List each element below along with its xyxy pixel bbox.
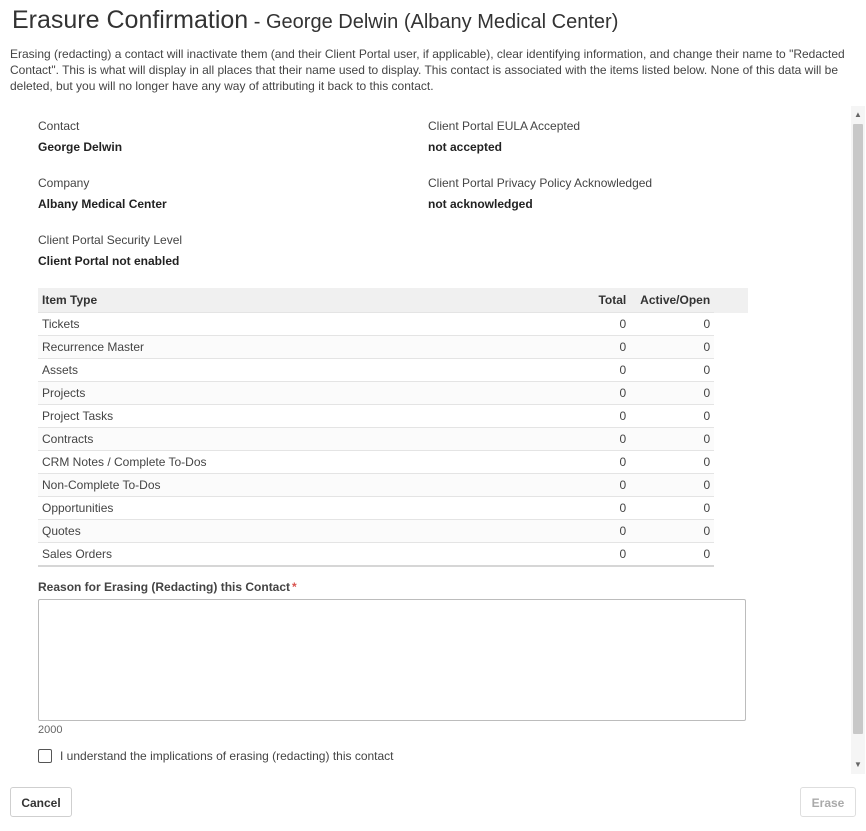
row-item-type: Assets (38, 359, 543, 382)
row-spacer (714, 405, 748, 428)
row-total: 0 (543, 359, 631, 382)
row-item-type: Tickets (38, 313, 543, 336)
row-total: 0 (543, 543, 631, 567)
row-active-open: 0 (630, 405, 714, 428)
row-total: 0 (543, 497, 631, 520)
table-row (38, 428, 748, 451)
row-active-open: 0 (630, 313, 714, 336)
row-spacer (714, 474, 748, 497)
scroll-down-arrow-icon[interactable]: ▼ (854, 760, 862, 769)
scroll-thumb[interactable] (853, 124, 863, 734)
title-subtitle: - George Delwin (Albany Medical Center) (248, 11, 619, 33)
confirm-checkbox-label[interactable]: I understand the implications of erasing (redacting) this contact (60, 749, 394, 763)
header-spacer (714, 288, 748, 313)
row-active-open: 0 (630, 497, 714, 520)
row-spacer (714, 382, 748, 405)
row-item-type: Projects (38, 382, 543, 405)
page-title (12, 6, 854, 40)
row-spacer (714, 313, 748, 336)
cancel-button[interactable]: Cancel (10, 787, 72, 817)
header-item-type: Item Type (38, 288, 543, 313)
privacy-value: not acknowledged (428, 197, 533, 211)
row-active-open: 0 (630, 451, 714, 474)
row-active-open: 0 (630, 336, 714, 359)
row-spacer (714, 497, 748, 520)
contact-label: Contact (38, 119, 80, 133)
row-total: 0 (543, 313, 631, 336)
row-active-open: 0 (630, 428, 714, 451)
reason-label-text: Reason for Erasing (Redacting) this Contact (38, 580, 291, 594)
company-value: Albany Medical Center (38, 197, 167, 211)
confirm-checkbox[interactable] (38, 749, 52, 763)
row-spacer (714, 520, 748, 543)
table-row (38, 497, 748, 520)
table-header-row (38, 288, 748, 313)
row-active-open: 0 (630, 543, 714, 567)
table-row (38, 451, 748, 474)
table-row (38, 405, 748, 428)
row-total: 0 (543, 428, 631, 451)
row-total: 0 (543, 520, 631, 543)
scroll-up-arrow-icon[interactable]: ▲ (854, 110, 862, 119)
row-total: 0 (543, 405, 631, 428)
row-item-type: Recurrence Master (38, 336, 543, 359)
dialog-header (12, 6, 854, 94)
eula-value: not accepted (428, 140, 503, 154)
table-row (38, 520, 748, 543)
company-label: Company (38, 176, 90, 190)
table-row (38, 382, 748, 405)
scroll-area[interactable] (0, 106, 866, 774)
row-spacer (714, 359, 748, 382)
row-spacer (714, 543, 748, 567)
table-row (38, 336, 748, 359)
title-main: Erasure Confirmation (12, 6, 249, 34)
row-active-open: 0 (630, 382, 714, 405)
reason-textarea[interactable] (38, 599, 746, 721)
row-total: 0 (543, 451, 631, 474)
privacy-label: Client Portal Privacy Policy Acknowledged (428, 176, 653, 190)
table-row (38, 543, 748, 567)
row-item-type: Opportunities (38, 497, 543, 520)
items-table (38, 288, 748, 567)
row-item-type: Sales Orders (38, 543, 543, 567)
row-active-open: 0 (630, 359, 714, 382)
char-count: 2000 (38, 724, 63, 736)
header-active-open: Active/Open (630, 288, 714, 313)
vertical-scrollbar[interactable] (851, 106, 865, 774)
row-item-type: Non-Complete To-Dos (38, 474, 543, 497)
row-total: 0 (543, 474, 631, 497)
table-row (38, 474, 748, 497)
table-row (38, 359, 748, 382)
contact-value: George Delwin (38, 140, 123, 154)
row-item-type: CRM Notes / Complete To-Dos (38, 451, 543, 474)
row-spacer (714, 428, 748, 451)
row-spacer (714, 336, 748, 359)
description-text: Erasing (redacting) a contact will inactivate them (and their Client Portal user, if applicable), clear identifying information, and change their name to "Redacted Contact". This is what will display in all places that their name used to display. This contact is associated with the items listed below. None of this data will be deleted, but you will no longer have any way of attributing it back to this contact. (10, 47, 845, 93)
table-body (38, 313, 748, 567)
reason-label (38, 580, 297, 594)
row-total: 0 (543, 336, 631, 359)
row-item-type: Quotes (38, 520, 543, 543)
row-active-open: 0 (630, 474, 714, 497)
erase-button[interactable]: Erase (800, 787, 856, 817)
row-item-type: Project Tasks (38, 405, 543, 428)
eula-label: Client Portal EULA Accepted (428, 119, 581, 133)
row-item-type: Contracts (38, 428, 543, 451)
row-total: 0 (543, 382, 631, 405)
security-level-value: Client Portal not enabled (38, 254, 180, 268)
required-mark: * (292, 580, 297, 594)
row-spacer (714, 451, 748, 474)
header-total: Total (543, 288, 631, 313)
row-active-open: 0 (630, 520, 714, 543)
security-level-label: Client Portal Security Level (38, 233, 183, 247)
table-row (38, 313, 748, 336)
